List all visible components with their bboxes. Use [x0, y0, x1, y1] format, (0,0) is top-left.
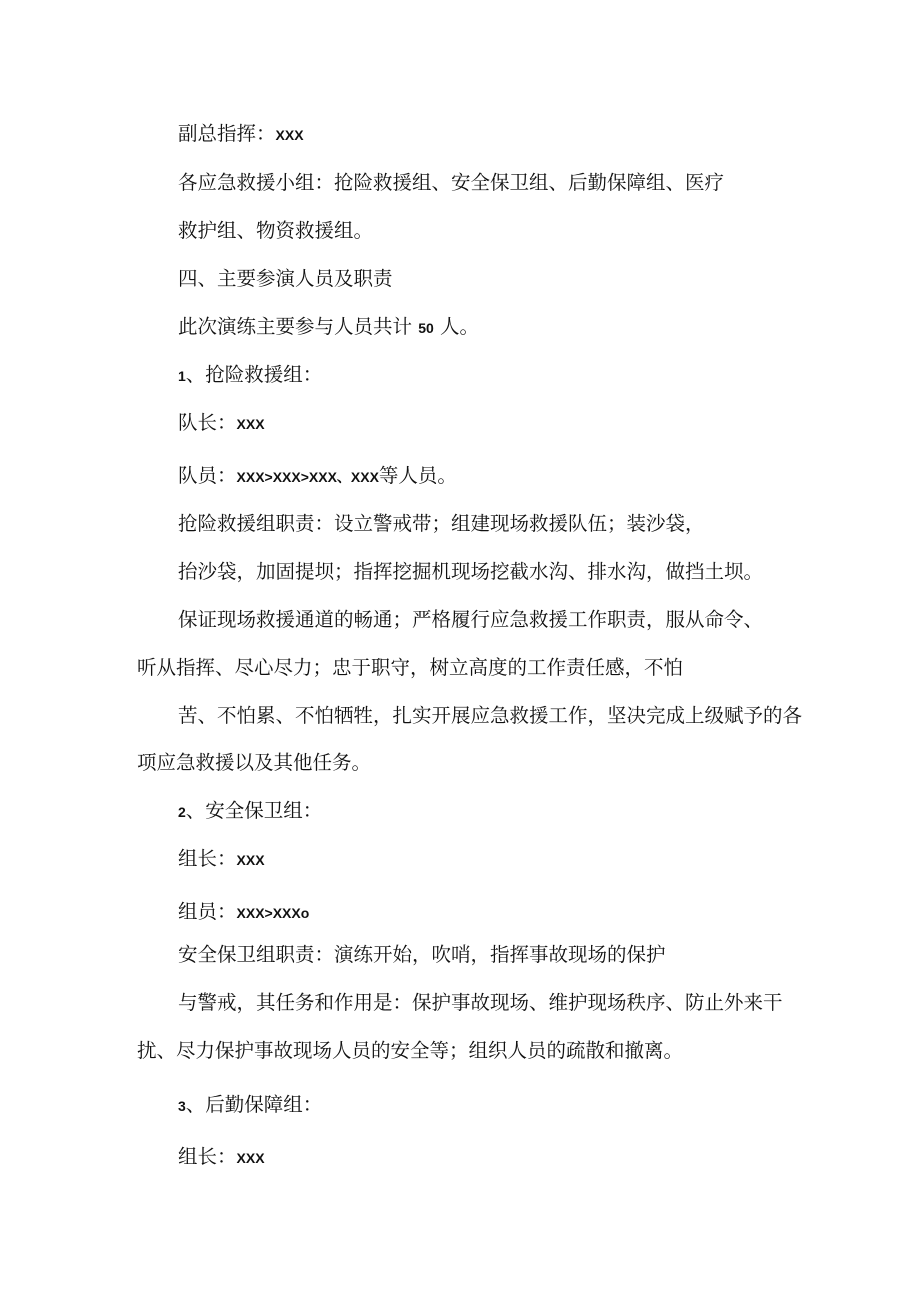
- participants-line: [178, 314, 479, 341]
- rescue-duty-line-1: 抢险救援组职责：设立警戒带；组建现场救援队伍；装沙袋，: [178, 512, 705, 535]
- groups-line-1: 各应急救援小组：抢险救援组、安全保卫组、后勤保障组、医疗: [178, 171, 725, 194]
- logistics-leader-label: 组长：: [178, 1145, 237, 1168]
- logistics-leader-name: XXX: [236, 1150, 265, 1166]
- logistics-team-number: 3: [178, 1098, 186, 1114]
- deputy-commander-line: [178, 121, 304, 148]
- security-team-number: 2: [178, 804, 186, 820]
- security-leader-line: [178, 846, 265, 873]
- security-leader-label: 组长：: [178, 847, 237, 870]
- security-members-names: XXX>XXXo: [236, 905, 310, 921]
- section-four-heading: 四、主要参演人员及职责: [178, 267, 393, 290]
- rescue-duty-line-4: 听从指挥、尽心尽力；忠于职守，树立高度的工作责任感，不怕: [137, 656, 684, 679]
- rescue-duty-line-2: 抬沙袋，加固提坝；指挥挖掘机现场挖截水沟、排水沟，做挡土坝。: [178, 560, 764, 583]
- rescue-team-number: 1: [178, 368, 186, 384]
- participants-prefix: 此次演练主要参与人员共计: [178, 315, 413, 338]
- security-members-label: 组员：: [178, 900, 237, 923]
- deputy-commander-name: XXX: [275, 127, 304, 143]
- rescue-leader-label: 队长：: [178, 411, 237, 434]
- security-duty-line-2: 与警戒，其任务和作用是：保护事故现场、维护现场秩序、防止外来干: [178, 991, 783, 1014]
- rescue-leader-line: [178, 410, 265, 437]
- security-duty-line-3: 扰、尽力保护事故现场人员的安全等；组织人员的疏散和撤离。: [137, 1039, 684, 1062]
- security-duty-line-1: 安全保卫组职责：演练开始，吹哨，指挥事故现场的保护: [178, 943, 666, 966]
- groups-line-2: 救护组、物资救援组。: [178, 219, 374, 242]
- participants-count: 50: [418, 320, 434, 336]
- rescue-members-label: 队员：: [178, 464, 237, 487]
- security-leader-name: XXX: [236, 852, 265, 868]
- rescue-members-line: [178, 463, 457, 490]
- rescue-duty-line-6: 项应急救援以及其他任务。: [137, 751, 372, 774]
- rescue-members-names: XXX>XXX>XXX、XXX: [236, 469, 379, 485]
- logistics-leader-line: [178, 1144, 265, 1171]
- security-members-line: [178, 899, 309, 926]
- logistics-team-title: 、后勤保障组：: [185, 1093, 323, 1116]
- deputy-commander-label: 副总指挥：: [178, 122, 276, 145]
- rescue-team-title: 、抢险救援组：: [185, 363, 323, 386]
- rescue-duty-line-5: 苦、不怕累、不怕牺牲，扎实开展应急救援工作，坚决完成上级赋予的各: [178, 704, 803, 727]
- rescue-members-suffix: 等人员。: [378, 464, 457, 487]
- logistics-team-heading: [178, 1092, 322, 1119]
- rescue-team-heading: [178, 362, 322, 389]
- security-team-heading: [178, 798, 322, 825]
- participants-suffix: 人。: [440, 315, 480, 338]
- rescue-duty-line-3: 保证现场救援通道的畅通；严格履行应急救援工作职责，服从命令、: [178, 608, 764, 631]
- rescue-leader-name: XXX: [236, 416, 265, 432]
- security-team-title: 、安全保卫组：: [185, 799, 323, 822]
